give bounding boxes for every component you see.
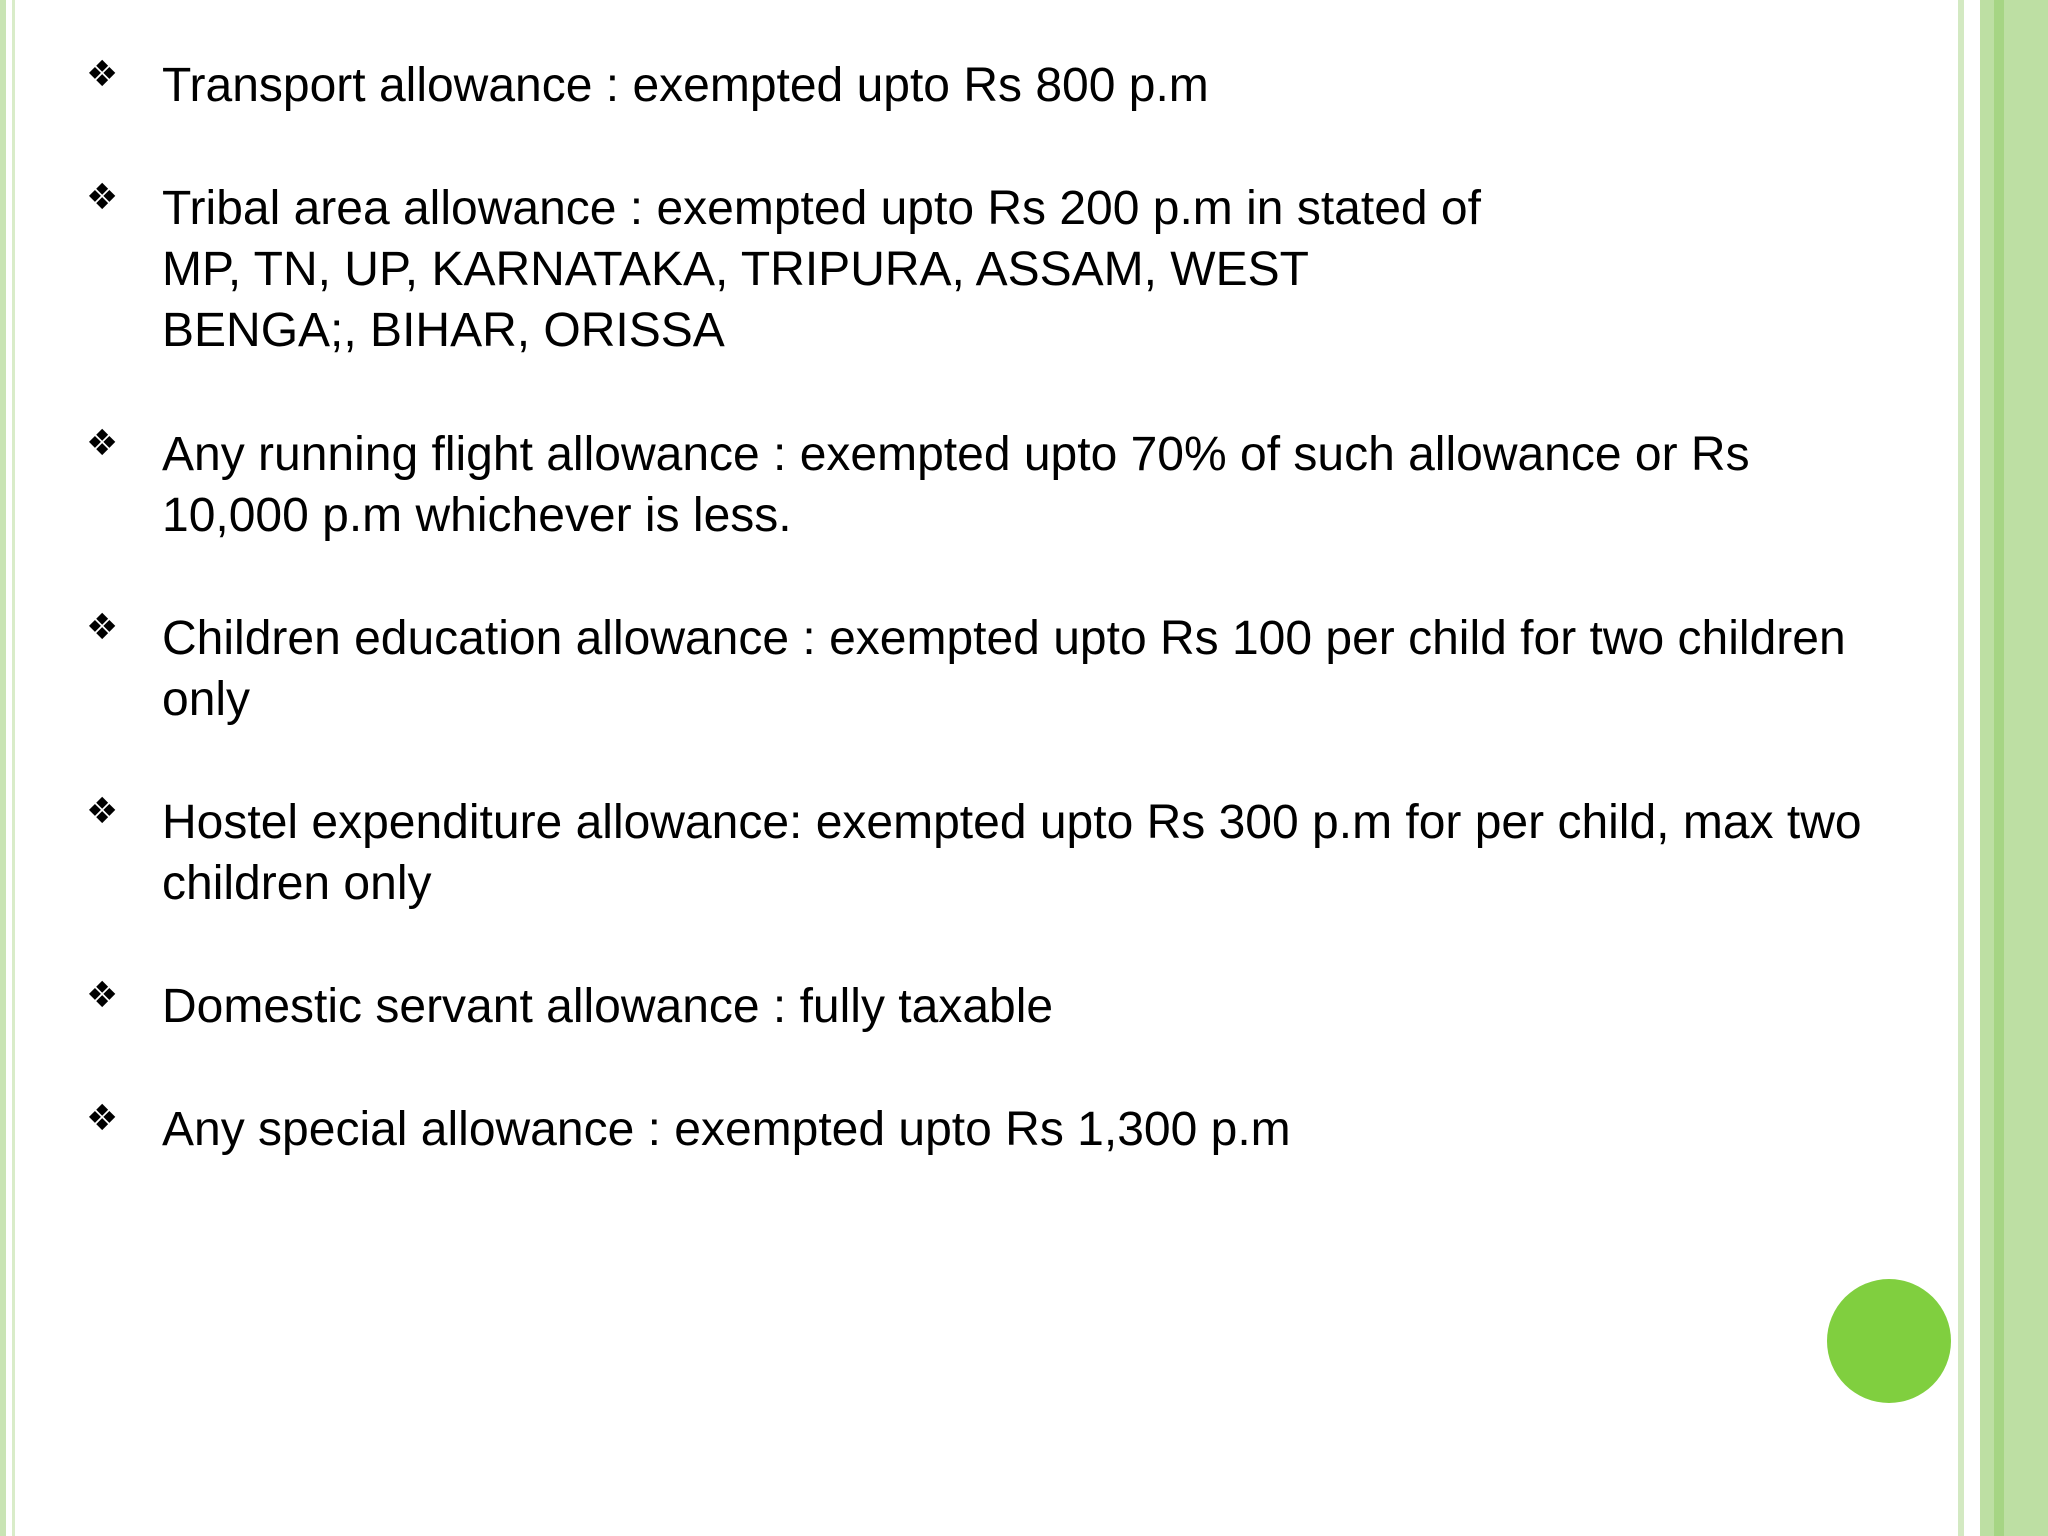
four-diamond-bullet-icon: ❖ (86, 54, 119, 95)
four-diamond-bullet-icon: ❖ (86, 1098, 119, 1139)
left-border-stripe (0, 0, 6, 1536)
right-border-wide-stripe (1980, 0, 2048, 1536)
four-diamond-bullet-icon: ❖ (86, 975, 119, 1016)
bullet-text: Children education allowance : exempted upto Rs 100 per child for two children only (162, 612, 1846, 726)
bullet-text: Any special allowance : exempted upto Rs 1,300 p.m (162, 1103, 1291, 1156)
four-diamond-bullet-icon: ❖ (86, 607, 119, 648)
bullet-text: Domestic servant allowance : fully taxable (162, 980, 1054, 1033)
decorative-green-circle (1827, 1279, 1951, 1403)
bullet-text: Any running flight allowance : exempted upto 70% of such allowance or Rs 10,000 p.m whichever is less. (162, 428, 1750, 542)
bullet-text: Hostel expenditure allowance: exempted upto Rs 300 p.m for per child, max two children only (162, 796, 1862, 910)
four-diamond-bullet-icon: ❖ (86, 791, 119, 832)
four-diamond-bullet-icon: ❖ (86, 177, 119, 218)
four-diamond-bullet-icon: ❖ (86, 423, 119, 464)
bullet-text: Tribal area allowance : exempted upto Rs 200 p.m in stated of MP, TN, UP, KARNATAKA, TRIPURA, ASSAM, WEST BENGA;, BIHAR, ORISSA (162, 182, 1481, 357)
bullet-text: Transport allowance : exempted upto Rs 800 p.m (162, 59, 1209, 112)
left-border-inner-stripe (12, 0, 15, 1536)
right-border-accent-stripe (1994, 0, 2004, 1536)
